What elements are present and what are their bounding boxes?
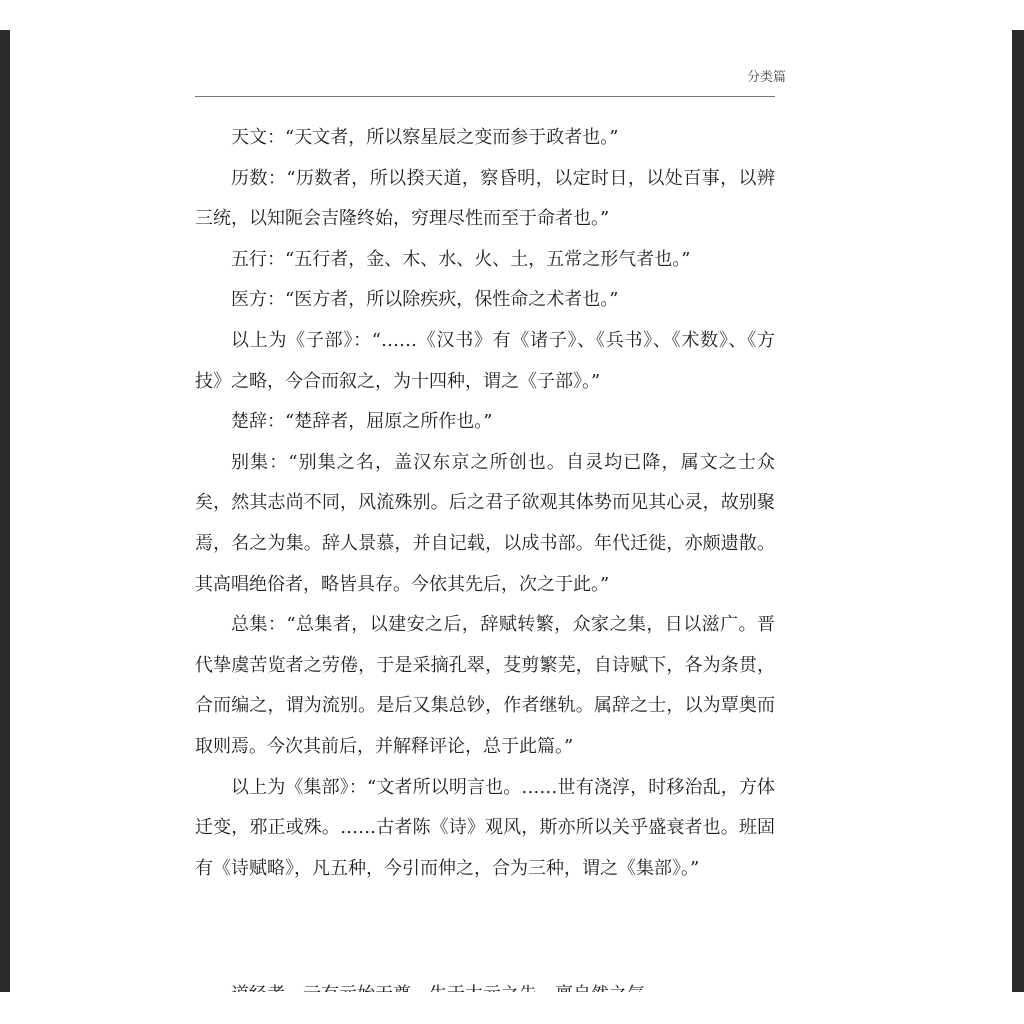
left-dark-border: [0, 30, 10, 992]
paragraph-tianwen: 天文：“天文者，所以察星辰之变而参于政者也。”: [231, 127, 619, 148]
right-dark-border: [1012, 30, 1024, 992]
paragraph-bieji: 别集：“别集之名，盖汉东京之所创也。自灵均已降，属文之士众矣，然其志尚不同，风流殊别。后之君子欲观其体势而见其心灵，故别聚焉，名之为集。辞人景慕，并自记载，以成书部。年代迁徙，亦颇遗散。其高唱绝俗者，略皆具存。今依其先后，次之于此。”: [195, 451, 775, 595]
cut-off-text-line: [195, 978, 775, 992]
paragraph-zibu-summary: 以上为《子部》：“……《汉书》有《诸子》、《兵书》、《术数》、《方技》之略，今合而叙之，为十四种，谓之《子部》。”: [195, 329, 775, 392]
paragraph-lishu: 历数：“历数者，所以揆天道，察昏明，以定时日，以处百事，以辨三统，以知阨会吉隆终始，穷理尽性而至于命者也。”: [195, 167, 775, 230]
book-page: [10, 30, 1012, 992]
paragraph-zongji: 总集：“总集者，以建安之后，辞赋转繁，众家之集，日以滋广。晋代挚虞苦览者之劳倦，于是采摘孔翠，芟剪繁芜，自诗赋下，各为条贯，合而编之，谓为流别。是后又集总钞，作者继轨。属辞之士，以为覃奥而取则焉。今次其前后，并解释评论，总于此篇。”: [195, 614, 775, 757]
paragraph-jibu-summary: 以上为《集部》：“文者所以明言也。……世有浇淳，时移治乱，方体迁变，邪正或殊。……古者陈《诗》观风，斯亦所以关乎盛衰者也。班固有《诗赋略》，凡五种，今引而伸之，合为三种，谓之《集部》。”: [195, 776, 775, 879]
bottom-margin: [0, 992, 1024, 1024]
header-rule: [195, 96, 775, 97]
paragraph-wuxing: 五行：“五行者，金、木、水、火、土，五常之形气者也。”: [231, 248, 691, 270]
body-text: [195, 118, 775, 889]
running-header: 分类篇: [746, 70, 786, 85]
paragraph-chuci: 楚辞：“楚辞者，屈原之所作也。”: [231, 411, 493, 433]
paragraph-yifang: 医方：“医方者，所以除疾疢，保性命之术者也。”: [231, 289, 619, 311]
